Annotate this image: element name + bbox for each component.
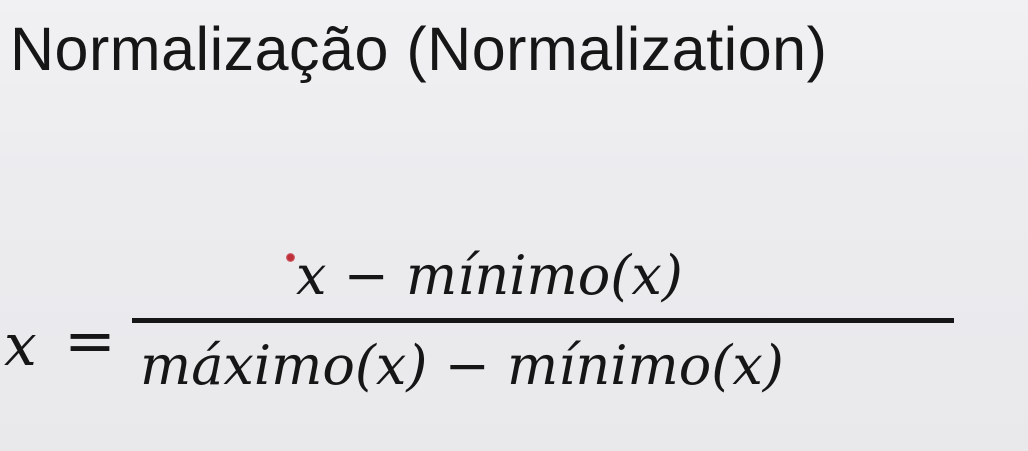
formula-numerator: x − mínimo(x) (296, 244, 683, 307)
normalization-formula (0, 240, 1028, 430)
laser-pointer-dot-icon (286, 253, 295, 262)
formula-lhs: x (4, 311, 37, 379)
slide-title: Normalização (Normalization) (10, 15, 828, 83)
formula-denominator: máximo(x) − mínimo(x) (140, 334, 784, 397)
formula-equals-sign: = (64, 304, 116, 377)
fraction-bar (132, 318, 954, 323)
